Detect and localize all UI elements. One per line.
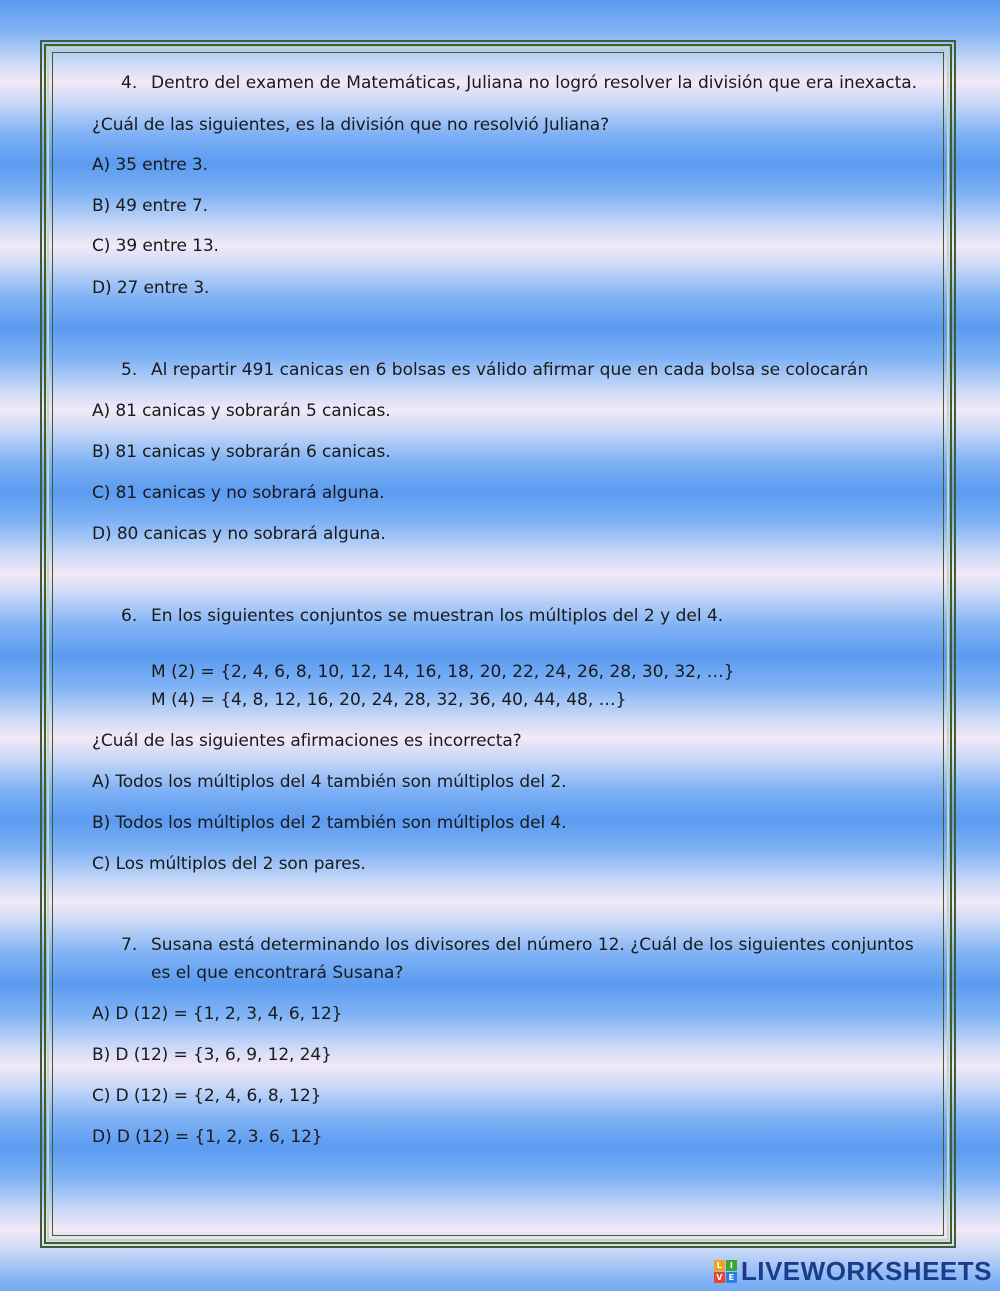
question-4-number: 4. bbox=[121, 73, 138, 93]
question-7-text: Susana está determinando los divisores del número 12. ¿Cuál de los siguientes conjuntos es el que encontrará Susana? bbox=[151, 935, 914, 983]
question-5-option-b[interactable]: B) 81 canicas y sobrarán 6 canicas. bbox=[92, 442, 391, 462]
logo-letter-v: V bbox=[714, 1272, 725, 1283]
question-4-option-b[interactable]: B) 49 entre 7. bbox=[92, 196, 208, 216]
question-6-option-c[interactable]: C) Los múltiplos del 2 son pares. bbox=[92, 854, 366, 874]
question-4-prompt: ¿Cuál de las siguientes, es la división que no resolvió Juliana? bbox=[92, 115, 609, 135]
question-7-number: 7. bbox=[121, 935, 138, 955]
question-6-number: 6. bbox=[121, 606, 138, 626]
question-5-option-c[interactable]: C) 81 canicas y no sobrará alguna. bbox=[92, 483, 385, 503]
question-6-option-b[interactable]: B) Todos los múltiplos del 2 también son múltiplos del 4. bbox=[92, 813, 567, 833]
question-4-text: Dentro del examen de Matemáticas, Juliana no logró resolver la división que era inexacta. bbox=[151, 73, 918, 93]
question-7-option-c[interactable]: C) D (12) = {2, 4, 6, 8, 12} bbox=[92, 1086, 322, 1106]
question-5-text: Al repartir 491 canicas en 6 bolsas es válido afirmar que en cada bolsa se colocarán bbox=[151, 360, 869, 380]
logo-letter-e: E bbox=[726, 1272, 737, 1283]
set-multiples-of-4: M (4) = {4, 8, 12, 16, 20, 24, 28, 32, 36, 40, 44, 48, …} bbox=[151, 690, 627, 710]
question-6-option-a[interactable]: A) Todos los múltiplos del 4 también son múltiplos del 2. bbox=[92, 772, 567, 792]
question-6-text: En los siguientes conjuntos se muestran los múltiplos del 2 y del 4. bbox=[151, 606, 724, 626]
question-5-number: 5. bbox=[121, 360, 138, 380]
logo-letter-i: I bbox=[726, 1260, 737, 1271]
question-7-option-a[interactable]: A) D (12) = {1, 2, 3, 4, 6, 12} bbox=[92, 1004, 343, 1024]
liveworksheets-logo-icon bbox=[714, 1260, 737, 1283]
question-4-option-a[interactable]: A) 35 entre 3. bbox=[92, 155, 208, 175]
logo-letter-l: L bbox=[714, 1260, 725, 1271]
liveworksheets-logo-text: LIVEWORKSHEETS bbox=[740, 1256, 992, 1286]
question-5-option-a[interactable]: A) 81 canicas y sobrarán 5 canicas. bbox=[92, 401, 391, 421]
set-multiples-of-2: M (2) = {2, 4, 6, 8, 10, 12, 14, 16, 18, 20, 22, 24, 26, 28, 30, 32, …} bbox=[151, 662, 735, 682]
question-7-option-d[interactable]: D) D (12) = {1, 2, 3. 6, 12} bbox=[92, 1127, 323, 1147]
question-7-option-b[interactable]: B) D (12) = {3, 6, 9, 12, 24} bbox=[92, 1045, 332, 1065]
question-4-option-c[interactable]: C) 39 entre 13. bbox=[92, 236, 219, 256]
liveworksheets-logo bbox=[714, 1257, 992, 1285]
question-6-prompt: ¿Cuál de las siguientes afirmaciones es incorrecta? bbox=[92, 731, 522, 751]
question-5-option-d[interactable]: D) 80 canicas y no sobrará alguna. bbox=[92, 524, 386, 544]
question-4-option-d[interactable]: D) 27 entre 3. bbox=[92, 278, 210, 298]
